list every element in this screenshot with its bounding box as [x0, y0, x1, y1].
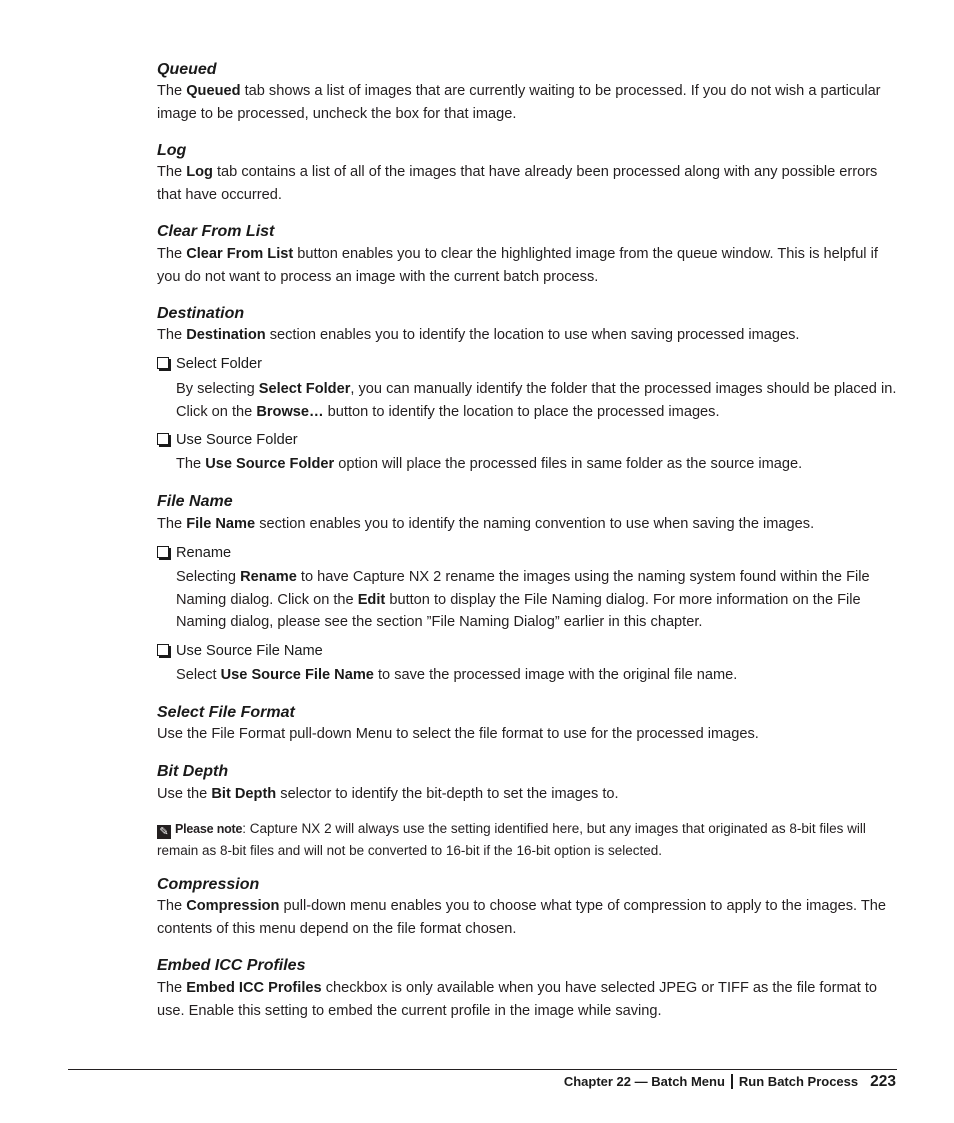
heading-queued: Queued	[157, 61, 217, 78]
footer-separator	[731, 1074, 733, 1089]
option-use-source-file-name: Use Source File Name	[157, 641, 323, 661]
paragraph-select-file-format: Use the File Format pull-down Menu to select the file format to use for the processed images.	[157, 726, 759, 742]
paragraph-rename: Selecting Rename to have Capture NX 2 rename the images using the naming system found within the File Naming dialog. Click on the Edit button to display the File Naming dialog. For more information on the File Naming dialog, please see the section ”File Naming Dialog” earlier in this chapter.	[176, 569, 870, 630]
heading-embed-icc-profiles: Embed ICC Profiles	[157, 957, 306, 974]
paragraph-bit-depth: Use the Bit Depth selector to identify the bit-depth to set the images to.	[157, 786, 619, 802]
heading-destination: Destination	[157, 305, 245, 322]
footer-section: Run Batch Process	[738, 1074, 859, 1089]
paragraph-file-name: The File Name section enables you to identify the naming convention to use when saving the images.	[157, 516, 815, 532]
heading-file-name: File Name	[157, 493, 233, 510]
note-pencil-icon: ✎	[157, 825, 171, 839]
paragraph-embed-icc-profiles: The Embed ICC Profiles checkbox is only available when you have selected JPEG or TIFF as the file format to use. Enable this setting to embed the current profile in the image while saving.	[157, 980, 878, 1019]
heading-log: Log	[157, 142, 187, 159]
heading-select-file-format: Select File Format	[157, 704, 295, 721]
checkbox-bullet-icon	[157, 644, 169, 656]
footer-rule	[68, 1069, 897, 1070]
checkbox-bullet-icon	[157, 357, 169, 369]
paragraph-compression: The Compression pull-down menu enables you to choose what type of compression to apply to the images. The contents of this menu depend on the file format chosen.	[157, 898, 887, 937]
heading-bit-depth: Bit Depth	[157, 763, 229, 780]
paragraph-use-source-folder: The Use Source Folder option will place the processed files in same folder as the source image.	[176, 456, 803, 472]
option-rename: Rename	[157, 543, 231, 563]
page-number: 223	[870, 1073, 896, 1090]
footer-chapter: Chapter 22 — Batch Menu	[563, 1074, 725, 1089]
paragraph-log: The Log tab contains a list of all of the images that have already been processed along with any possible errors that have occurred.	[157, 164, 878, 203]
checkbox-bullet-icon	[157, 433, 169, 445]
note-bit-depth: ✎ Please note: Capture NX 2 will always use the setting identified here, but any images that originated as 8-bit files will remain as 8-bit files and will not be converted to 16-bit if the 16-bit option is selected.	[157, 821, 866, 858]
paragraph-select-folder: By selecting Select Folder, you can manually identify the folder that the processed images should be placed in. Click on the Browse… button to identify the location to place the processed images.	[176, 381, 897, 420]
paragraph-destination: The Destination section enables you to identify the location to use when saving processed images.	[157, 327, 800, 343]
paragraph-clear-from-list: The Clear From List button enables you to clear the highlighted image from the queue window. This is helpful if you do not want to process an image with the current batch process.	[157, 246, 878, 285]
paragraph-use-source-file-name: Select Use Source File Name to save the processed image with the original file name.	[176, 667, 738, 683]
checkbox-bullet-icon	[157, 546, 169, 558]
heading-clear-from-list: Clear From List	[157, 223, 275, 240]
option-select-folder: Select Folder	[157, 354, 262, 374]
heading-compression: Compression	[157, 876, 260, 893]
paragraph-queued: The Queued tab shows a list of images that are currently waiting to be processed. If you do not wish a particular image to be processed, uncheck the box for that image.	[157, 83, 881, 122]
page-footer	[564, 1072, 896, 1092]
option-use-source-folder: Use Source Folder	[157, 430, 298, 450]
